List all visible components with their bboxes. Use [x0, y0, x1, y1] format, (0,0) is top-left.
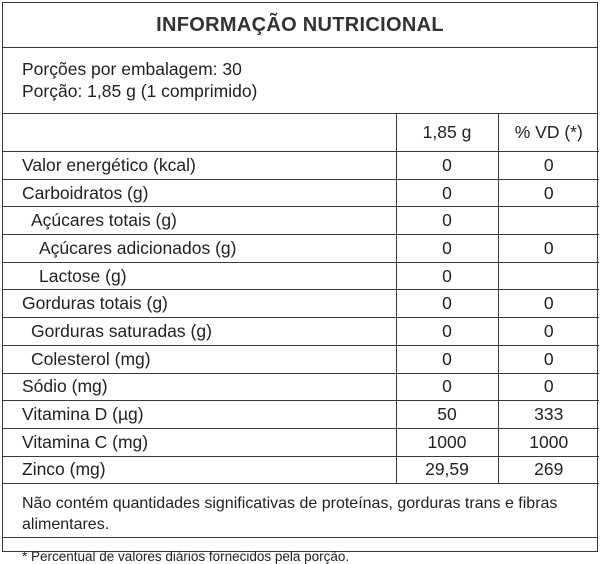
table-row: [3, 456, 599, 484]
nutrient-daily-value: 0: [498, 345, 599, 373]
table-header-row: [3, 114, 599, 152]
nutrient-daily-value: 333: [498, 401, 599, 429]
table-row: [3, 262, 599, 290]
servings-per-package: Porções por embalagem: 30: [22, 59, 242, 79]
nutrient-name: Vitamina D (µg): [3, 401, 396, 429]
disclaimer-note: Não contém quantidades significativas de proteínas, gorduras trans e fibras alimentares.: [3, 484, 597, 538]
nutrient-daily-value: 0: [498, 179, 599, 207]
nutrient-name: Colesterol (mg): [3, 345, 396, 373]
nutrient-daily-value: 0: [498, 373, 599, 401]
nutrient-amount: 29,59: [396, 456, 498, 484]
nutrient-daily-value: 0: [498, 290, 599, 318]
table-row: [3, 207, 599, 235]
table-row: [3, 428, 599, 456]
table-row: [3, 401, 599, 429]
nutrient-daily-value: 1000: [498, 428, 599, 456]
header-daily-value: % VD (*): [498, 114, 599, 152]
nutrient-daily-value: [498, 262, 599, 290]
nutrient-amount: 0: [396, 235, 498, 263]
nutrient-amount: 0: [396, 152, 498, 180]
nutrient-name: Gorduras totais (g): [3, 290, 396, 318]
table-row: [3, 345, 599, 373]
nutrient-name: Lactose (g): [3, 262, 396, 290]
table-row: [3, 152, 599, 180]
nutrient-amount: 1000: [396, 428, 498, 456]
nutrient-amount: 50: [396, 401, 498, 429]
table-row: [3, 235, 599, 263]
nutrient-daily-value: 0: [498, 235, 599, 263]
nutrient-daily-value: 269: [498, 456, 599, 484]
table-row: [3, 373, 599, 401]
nutrient-name: Gorduras saturadas (g): [3, 318, 396, 346]
table-row: [3, 318, 599, 346]
header-nutrient: [3, 114, 396, 152]
nutrient-name: Valor energético (kcal): [3, 152, 396, 180]
nutrient-amount: 0: [396, 373, 498, 401]
nutrition-title: INFORMAÇÃO NUTRICIONAL: [3, 3, 597, 48]
nutrition-facts-panel: [2, 2, 598, 564]
nutrient-name: Vitamina C (mg): [3, 428, 396, 456]
serving-info: [3, 48, 597, 114]
nutrient-amount: 0: [396, 179, 498, 207]
nutrient-amount: 0: [396, 318, 498, 346]
table-row: [3, 179, 599, 207]
nutrient-daily-value: 0: [498, 318, 599, 346]
nutrient-amount: 0: [396, 262, 498, 290]
portion-size: Porção: 1,85 g (1 comprimido): [22, 81, 258, 101]
nutrient-name: Sódio (mg): [3, 373, 396, 401]
nutrient-name: Carboidratos (g): [3, 179, 396, 207]
nutrition-table: [3, 114, 599, 484]
footnote: * Percentual de valores diários fornecidos pela porção.: [22, 549, 350, 564]
table-row: [3, 290, 599, 318]
nutrient-daily-value: 0: [498, 152, 599, 180]
header-amount: 1,85 g: [396, 114, 498, 152]
nutrient-name: Açúcares totais (g): [3, 207, 396, 235]
nutrient-name: Zinco (mg): [3, 456, 396, 484]
nutrient-amount: 0: [396, 345, 498, 373]
nutrient-amount: 0: [396, 207, 498, 235]
nutrient-daily-value: [498, 207, 599, 235]
nutrient-name: Açúcares adicionados (g): [3, 235, 396, 263]
nutrient-amount: 0: [396, 290, 498, 318]
